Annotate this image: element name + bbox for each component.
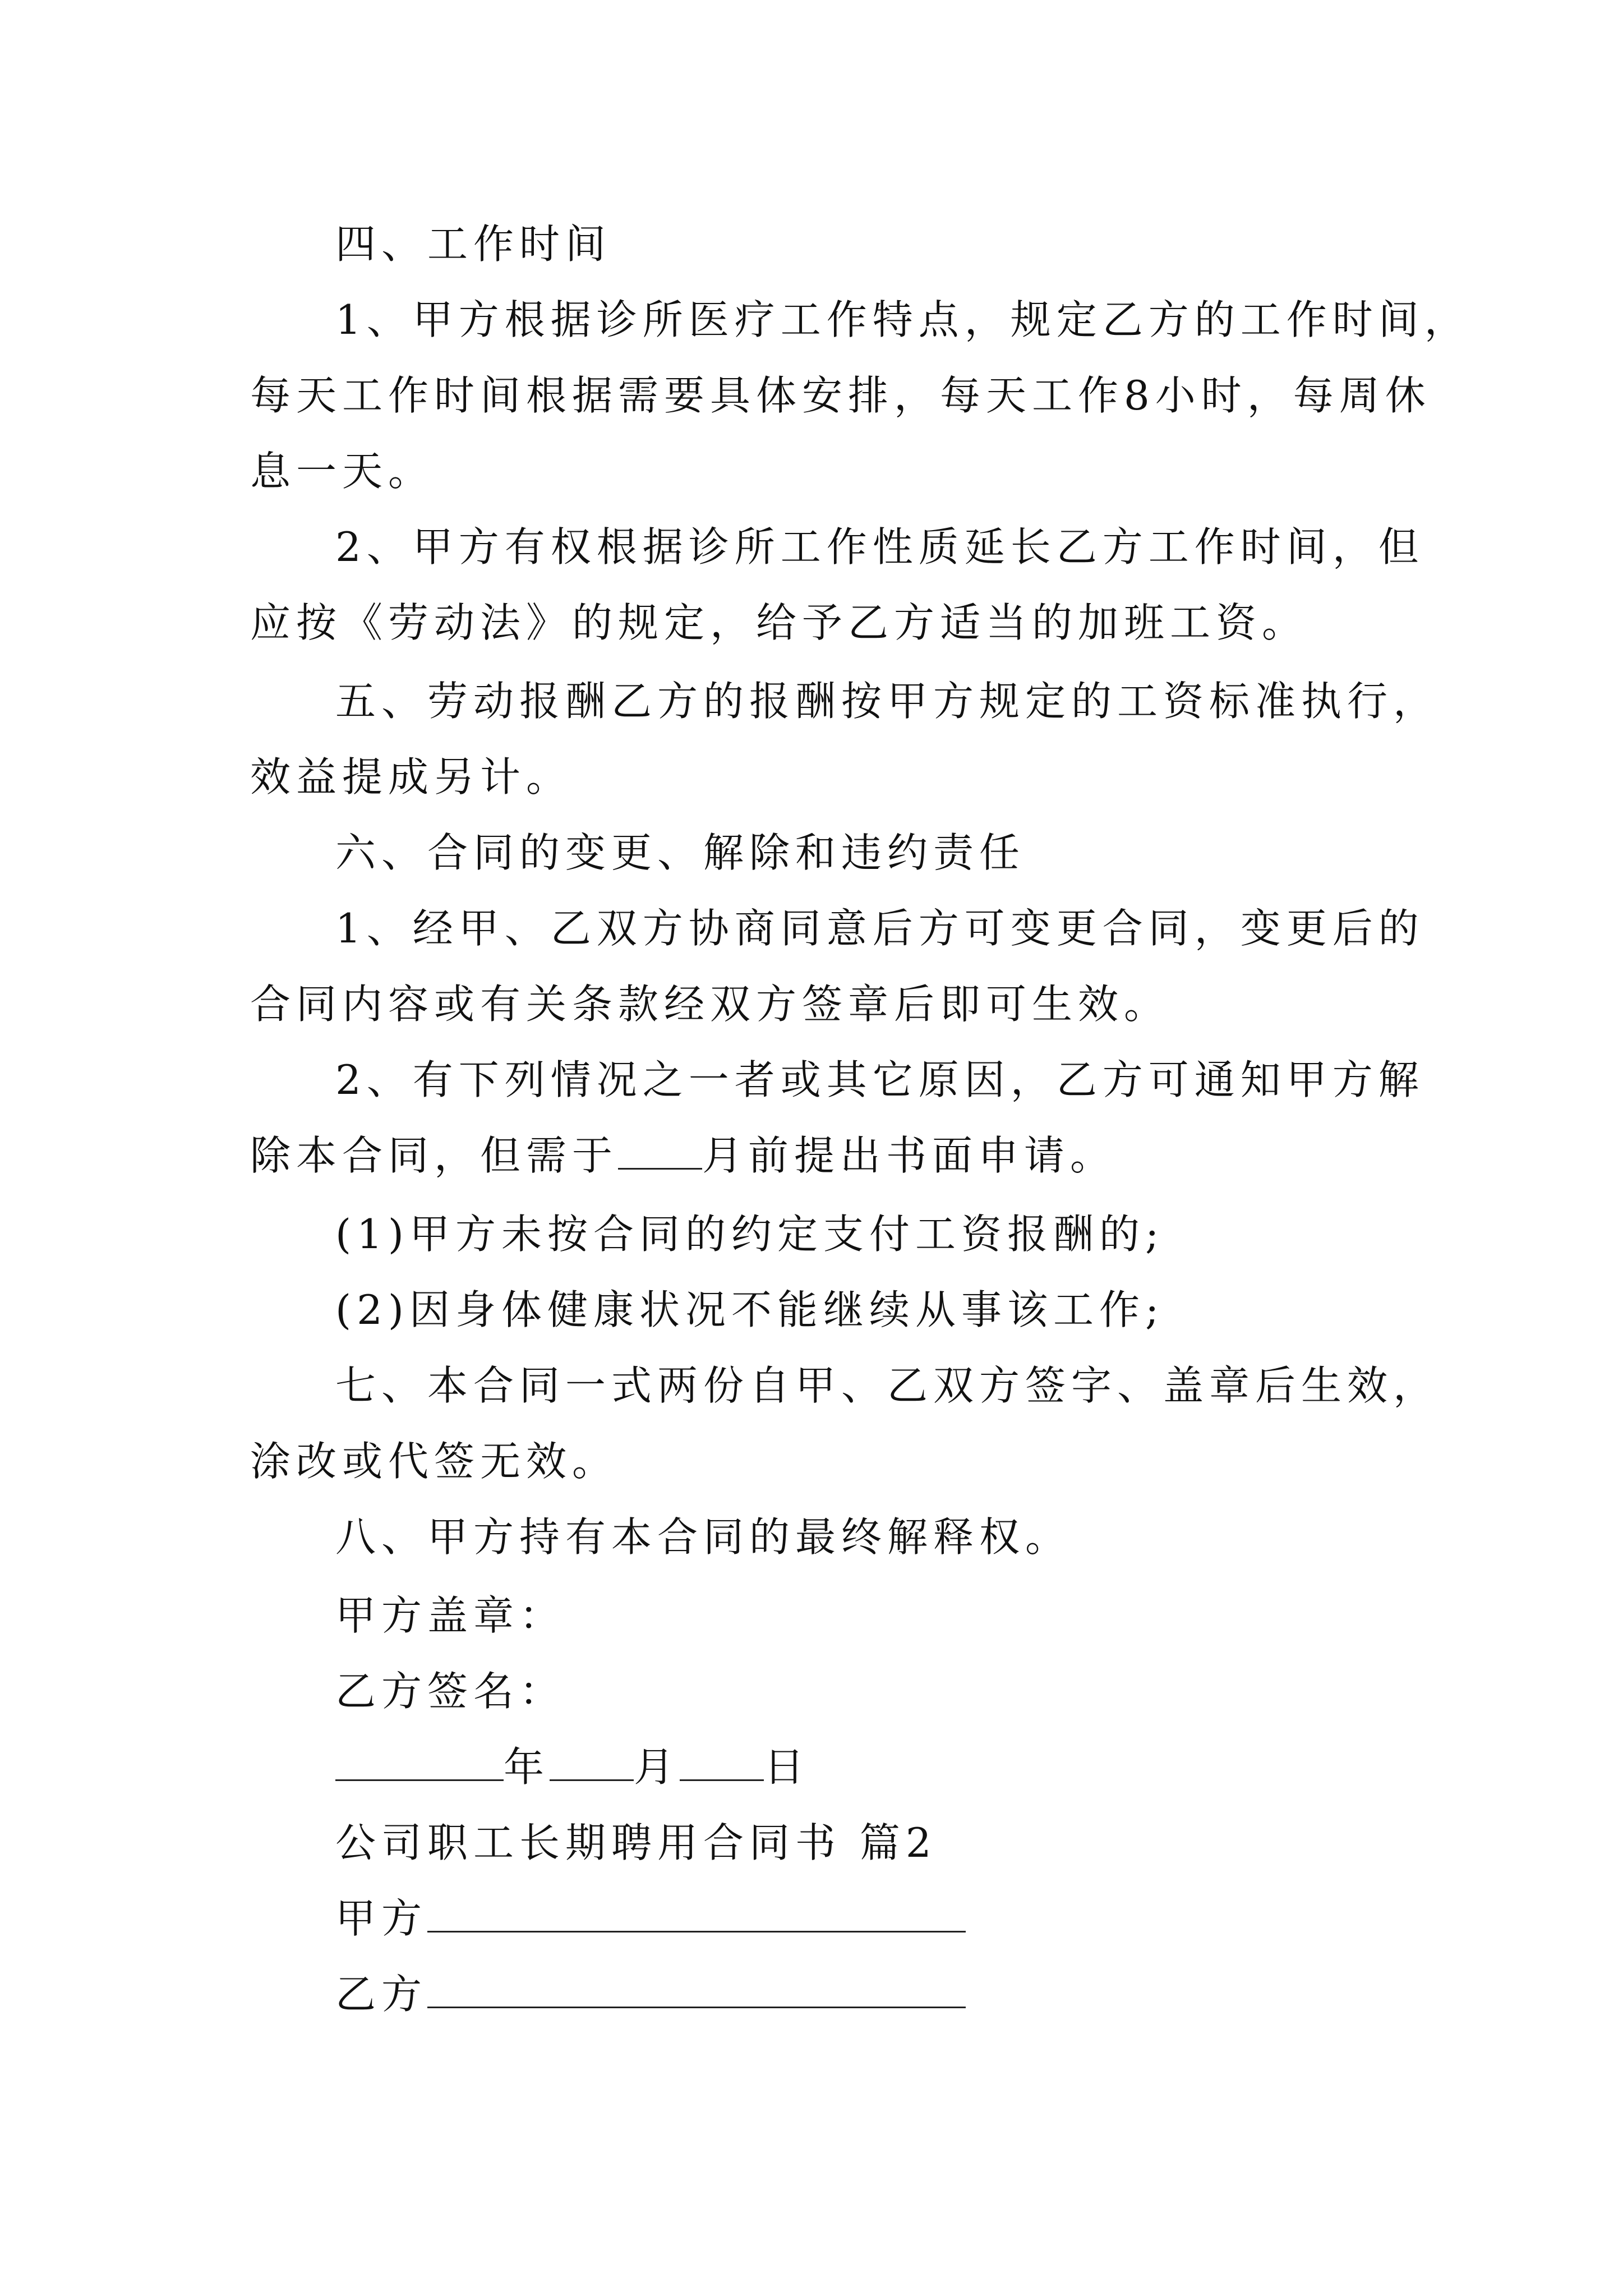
section-heading-work-time: 四、工作时间	[335, 220, 612, 268]
year-label: 年	[504, 1743, 550, 1791]
party-a-blank	[427, 1896, 966, 1932]
list-item: (1)甲方未按合同的约定支付工资报酬的;	[335, 1211, 1165, 1258]
party-a-label: 甲方	[335, 1895, 428, 1942]
section-heading-remuneration: 五、劳动报酬乙方的报酬按甲方规定的工资标准执行，	[335, 678, 1440, 725]
month-label: 月	[634, 1743, 680, 1791]
party-b-label: 乙方	[335, 1971, 428, 2018]
text-segment: 除本合同，但需于	[250, 1132, 619, 1179]
party-b-line	[335, 1966, 966, 2022]
paragraph-line: 应按《劳动法》的规定，给予乙方适当的加班工资。	[250, 599, 1308, 646]
paragraph-line: 1、经甲、乙双方协商同意后方可变更合同，变更后的	[335, 905, 1424, 952]
paragraph-line: 息一天。	[250, 448, 435, 495]
paragraph-line: 合同内容或有关条款经双方签章后即可生效。	[250, 981, 1170, 1028]
party-b-blank	[427, 1972, 966, 2008]
paragraph-line: 涂改或代签无效。	[250, 1438, 619, 1485]
party-a-line	[335, 1890, 966, 1947]
party-a-seal-label: 甲方盖章：	[335, 1592, 566, 1639]
paragraph-line: 1、甲方根据诊所医疗工作特点，规定乙方的工作时间，	[335, 296, 1470, 343]
months-blank	[618, 1133, 702, 1170]
party-b-signature-label: 乙方签名：	[335, 1668, 566, 1715]
text-segment: 月前提出书面申请。	[702, 1132, 1117, 1179]
day-label: 日	[764, 1743, 810, 1791]
paragraph-line: 2、有下列情况之一者或其它原因，乙方可通知甲方解	[335, 1056, 1424, 1103]
year-blank	[335, 1745, 504, 1781]
contract-title-part-2: 公司职工长期聘用合同书 篇2	[335, 1819, 937, 1866]
section-heading-changes: 六、合同的变更、解除和违约责任	[335, 829, 1026, 876]
month-blank	[550, 1745, 634, 1781]
date-line	[335, 1739, 810, 1795]
section-heading-copies: 七、本合同一式两份自甲、乙双方签字、盖章后生效，	[335, 1362, 1440, 1409]
paragraph-line: 2、甲方有权根据诊所工作性质延长乙方工作时间，但	[335, 523, 1424, 570]
day-blank	[680, 1745, 764, 1781]
paragraph-line: 每天工作时间根据需要具体安排，每天工作8小时，每周休	[250, 372, 1431, 419]
paragraph-line: 效益提成另计。	[250, 753, 573, 800]
paragraph-line-with-blank	[250, 1128, 1116, 1184]
section-heading-interpretation: 八、甲方持有本合同的最终解释权。	[335, 1513, 1072, 1561]
list-item: (2)因身体健康状况不能继续从事该工作;	[335, 1286, 1165, 1333]
